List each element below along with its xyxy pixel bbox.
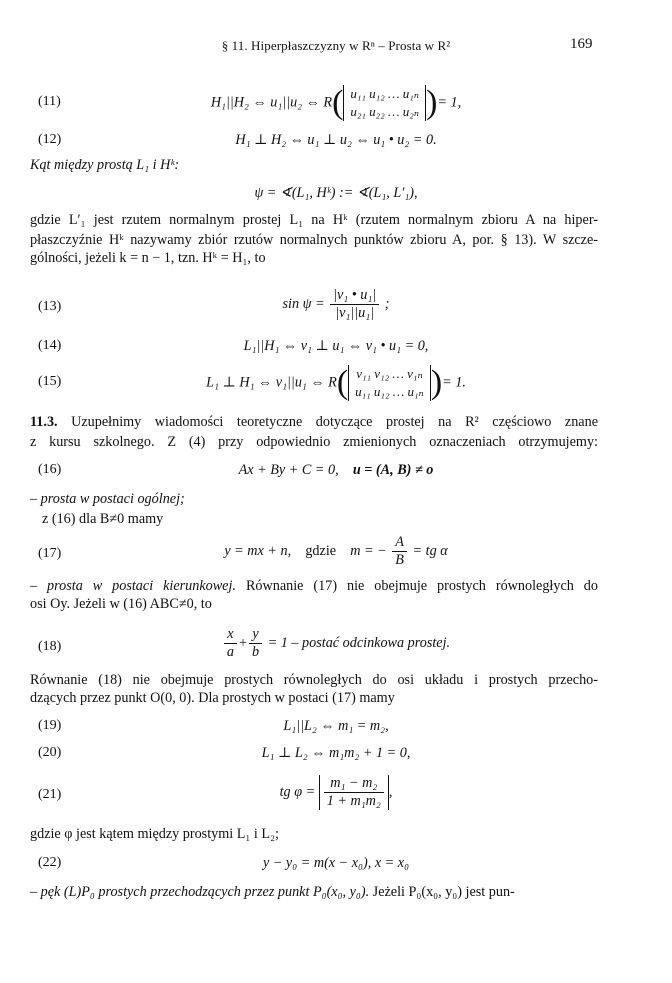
- equation-body: H₁ ⊥ H₂ ⇔ u₁ ⊥ u₂ ⇔ u₁ • u₂ = 0.: [235, 132, 437, 148]
- equation-body: [0, 364, 672, 402]
- equation-body: L₁||L₂ ⇔ m₁ = m₂,: [283, 718, 389, 734]
- paragraph-slope-form: [30, 576, 598, 596]
- section-11-3: [30, 412, 598, 452]
- fraction-numerator: |v₁ • u₁|: [330, 287, 379, 305]
- eq18-fraction-x: [224, 626, 237, 661]
- text-line: z kursu szkolnego. Z (4) przy odpowiednio zmienionych oznaczeniach otrzymujemy:: [30, 434, 598, 450]
- fraction-denominator: |v₁||u₁|: [335, 305, 375, 321]
- fraction-denominator: B: [395, 552, 404, 568]
- running-header: [0, 38, 672, 60]
- fraction-denominator: b: [252, 644, 260, 660]
- equation-body: L₁||H₁ ⇔ v₁ ⊥ u₁ ⇔ v₁ • u₁ = 0,: [243, 338, 429, 354]
- equation-body: [0, 462, 672, 479]
- equation-number: (18): [38, 639, 62, 654]
- right-paren: ): [430, 364, 443, 401]
- eq13-tail: ;: [384, 295, 390, 312]
- eq15-lhs: L₁ ⊥ H₁ ⇔ v₁||u₁ ⇔ R: [206, 374, 337, 391]
- text-line: [30, 882, 598, 902]
- equation-number: (21): [38, 787, 62, 802]
- absolute-value: [319, 775, 389, 810]
- eq17-part-b: m = −: [350, 542, 387, 559]
- fraction-numerator: x: [224, 626, 237, 644]
- pencil-text: Jeżeli P₀(x₀, y₀) jest pun-: [372, 884, 515, 900]
- matrix-row: u₁₁ u₁₂ … u₁ₙ: [350, 86, 420, 101]
- paragraph-projection: [30, 210, 598, 250]
- matrix-row: u₁₁ u₁₂ … u₁ₙ: [355, 384, 424, 399]
- right-paren: ): [426, 84, 438, 121]
- eq21-lhs: tg φ =: [279, 783, 316, 800]
- left-paren: (: [336, 364, 349, 401]
- eq16-part-a: Ax + By + C = 0,: [238, 462, 339, 478]
- angle-heading: Kąt między prostą L₁ i Hᵏ:: [30, 157, 180, 173]
- fraction-denominator: a: [226, 644, 234, 660]
- equation-number: (11): [38, 94, 61, 109]
- eq11-lhs: H₁||H₂ ⇔ u₁||u₂ ⇔ R: [210, 94, 333, 111]
- eq16-part-b: u = (A, B) ≠ o: [352, 462, 434, 478]
- fraction-denominator: 1 + m₁m₂: [326, 793, 381, 809]
- equation-number: (16): [38, 462, 62, 477]
- paragraph-pencil: [30, 882, 598, 902]
- equation-number: (17): [38, 546, 62, 561]
- equation-body: y − y₀ = m(x − x₀), x = x₀: [262, 855, 410, 871]
- text-line: Równanie (18) nie obejmuje prostych równoległych do osi układu i prostych przecho-: [30, 672, 598, 688]
- matrix-row: u₂₁ u₂₂ … u₂ₙ: [350, 104, 420, 119]
- eq17-part-a: y = mx + n,: [224, 542, 292, 559]
- equation-body: $\frac{x}{a}$ + $\frac{y}{b}$ = 1 – postać odcinkowa prostej.: [0, 626, 672, 661]
- text-line: gdzie L′₁ jest rzutem normalnym prostej L₁ na Hᵏ (rzutem normalnym zbioru A na hiper-: [30, 212, 598, 228]
- eq13-lhs: sin ψ =: [282, 295, 325, 312]
- text-line: [30, 412, 598, 432]
- equation-body: L₁ ⊥ L₂ ⇔ m₁m₂ + 1 = 0,: [261, 745, 411, 761]
- equation-body: ψ = ∢(L₁, Hᵏ) := ∢(L₁, L′₁),: [254, 185, 418, 201]
- eq11-matrix: [343, 85, 426, 121]
- eq13-fraction: [330, 287, 379, 322]
- equation-body: [0, 287, 672, 322]
- pencil-label: – pęk (L)P₀ prostych przechodzących przez punkt P₀(x₀, y₀).: [30, 884, 370, 900]
- equation-number: (12): [38, 132, 62, 147]
- eq21-fraction: [324, 775, 384, 810]
- slope-form-label: – prosta w postaci kierunkowej.: [30, 578, 236, 594]
- fraction-numerator: y: [249, 626, 262, 644]
- fraction-numerator: m₁ − m₂: [324, 775, 384, 793]
- section-number: 11.3.: [30, 414, 58, 430]
- eq17-part-c: = tg α: [412, 542, 448, 559]
- equation-number: (14): [38, 338, 62, 353]
- equation-body: [0, 84, 672, 122]
- equation-number: (15): [38, 374, 62, 389]
- eq17-gdzie: gdzie: [305, 542, 337, 559]
- left-paren: (: [332, 84, 344, 121]
- matrix-row: v₁₁ v₁₂ … v₁ₙ: [356, 366, 423, 381]
- text-line: z (16) dla B≠0 mamy: [42, 511, 164, 527]
- eq17-fraction: [392, 534, 407, 569]
- eq18-rest: = 1 – postać odcinkowa prostej.: [267, 634, 451, 651]
- eq15-rhs: = 1.: [442, 374, 466, 391]
- text-line: gólności, jeżeli k = n − 1, tzn. Hᵏ = H₁, to: [30, 250, 266, 266]
- slope-form-text: Równanie (17) nie obejmuje prostych równoległych do: [245, 578, 598, 594]
- page-number: 169: [570, 36, 593, 52]
- eq15-matrix: [348, 365, 431, 401]
- section-text: Uzupełnimy wiadomości teoretyczne dotyczące prostej na R² częściowo znane: [71, 414, 598, 430]
- eq11-rhs: = 1,: [437, 94, 462, 111]
- text-line: [30, 491, 185, 508]
- equation-number: (19): [38, 718, 62, 733]
- eq18-fraction-y: [249, 626, 262, 661]
- text-line: dzących przez punkt O(0, 0). Dla prostych w postaci (17) mamy: [30, 690, 395, 706]
- equation-number: (13): [38, 299, 62, 314]
- text-line: osi Oy. Jeżeli w (16) ABC≠0, to: [30, 596, 212, 612]
- eq21-tail: ,: [388, 783, 393, 800]
- text-line: [30, 576, 598, 596]
- equation-body: [0, 775, 672, 810]
- general-form-label: – prosta w postaci ogólnej;: [30, 491, 185, 507]
- fraction-numerator: A: [392, 534, 407, 552]
- equation-number: (22): [38, 855, 62, 870]
- paragraph-intercept: [30, 670, 598, 690]
- equation-number: (20): [38, 745, 62, 760]
- equation-body: [0, 534, 672, 569]
- header-title: § 11. Hiperpłaszczyzny w Rⁿ – Prosta w R²: [221, 38, 451, 53]
- text-line: gdzie φ jest kątem między prostymi L₁ i L₂;: [30, 826, 279, 842]
- text-line: płaszczyźnie Hᵏ nazywamy zbiór rzutów normalnych punktów zbioru A, por. § 13). W szcze-: [30, 232, 598, 248]
